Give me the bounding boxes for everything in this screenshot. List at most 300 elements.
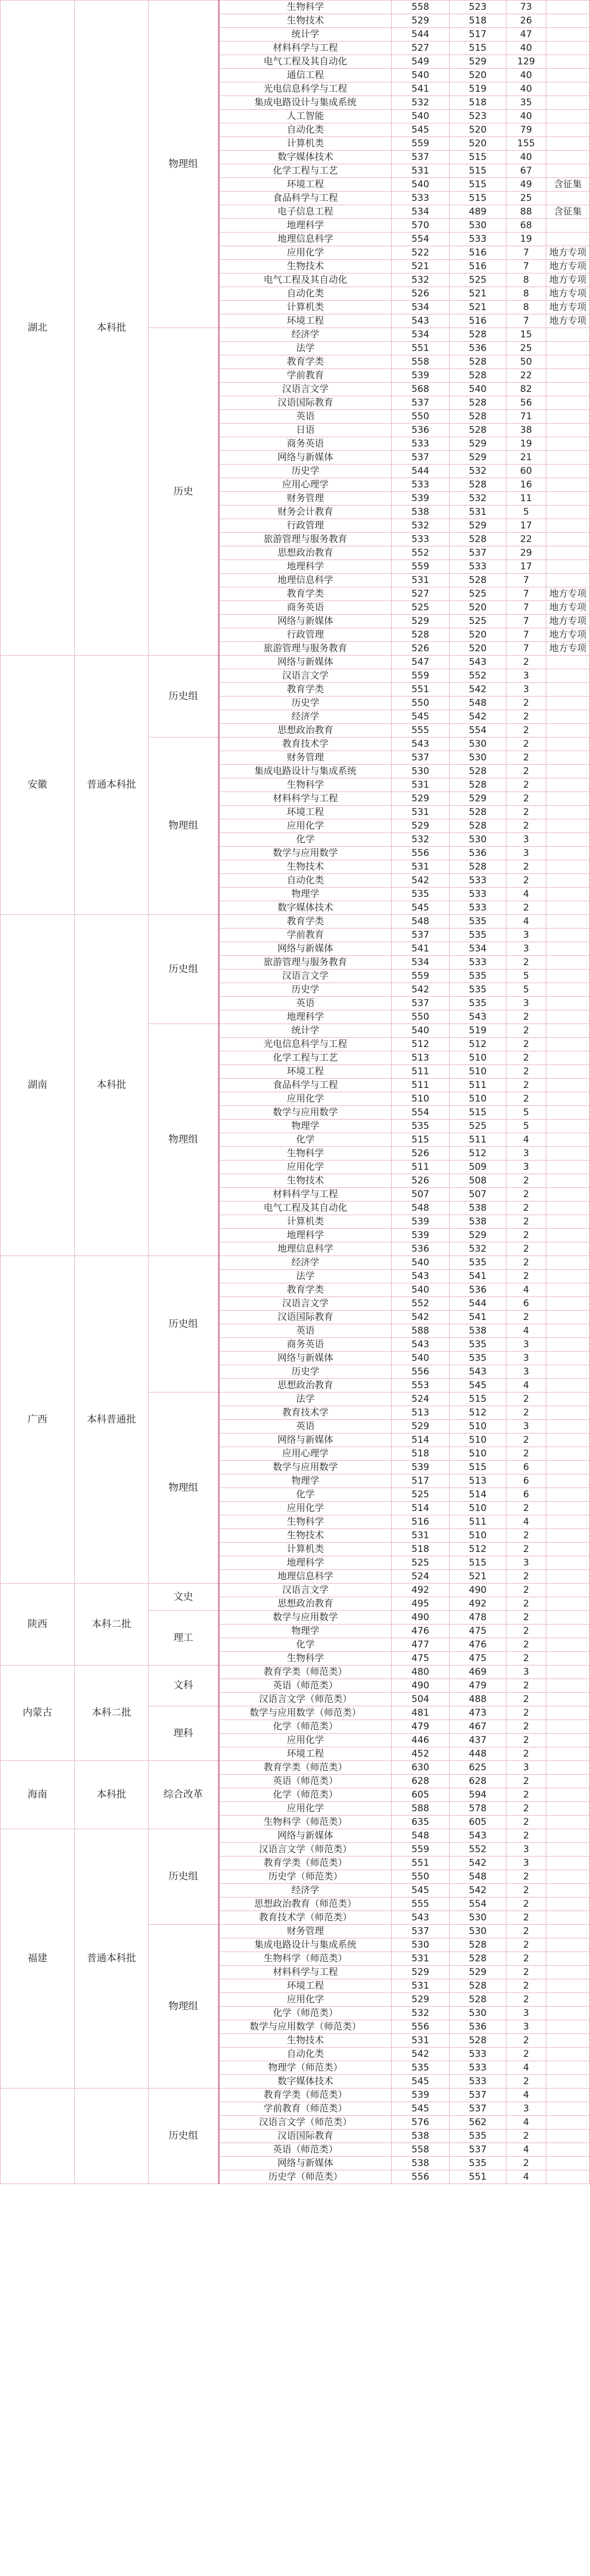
major-cell: 汉语言文学 bbox=[219, 383, 392, 396]
min-score-cell: 510 bbox=[450, 1420, 506, 1433]
note-cell bbox=[546, 765, 590, 778]
enrolled-cell: 22 bbox=[506, 369, 546, 383]
min-score-cell: 512 bbox=[450, 1038, 506, 1051]
max-score-cell: 529 bbox=[392, 14, 450, 28]
max-score-cell: 547 bbox=[392, 656, 450, 669]
min-score-cell: 529 bbox=[450, 451, 506, 465]
major-cell: 经济学 bbox=[219, 1256, 392, 1270]
major-cell: 集成电路设计与集成系统 bbox=[219, 96, 392, 110]
note-cell bbox=[546, 410, 590, 424]
enrolled-cell: 5 bbox=[506, 505, 546, 519]
note-cell bbox=[546, 1788, 590, 1802]
min-score-cell: 552 bbox=[450, 1843, 506, 1857]
min-score-cell: 515 bbox=[450, 151, 506, 164]
note-cell bbox=[546, 233, 590, 246]
max-score-cell: 528 bbox=[392, 628, 450, 642]
major-cell: 汉语国际教育 bbox=[219, 1311, 392, 1324]
max-score-cell: 539 bbox=[392, 369, 450, 383]
max-score-cell: 534 bbox=[392, 205, 450, 219]
max-score-cell: 536 bbox=[392, 1242, 450, 1256]
major-cell: 化学工程与工艺 bbox=[219, 164, 392, 178]
note-cell bbox=[546, 1474, 590, 1488]
major-cell: 商务英语 bbox=[219, 601, 392, 615]
major-cell: 环境工程 bbox=[219, 178, 392, 192]
note-cell bbox=[546, 1092, 590, 1106]
note-cell bbox=[546, 874, 590, 888]
major-cell: 生物科学 bbox=[219, 1147, 392, 1161]
subject-group-cell: 物理组 bbox=[149, 1, 219, 328]
min-score-cell: 554 bbox=[450, 724, 506, 737]
max-score-cell: 551 bbox=[392, 683, 450, 697]
major-cell: 应用化学 bbox=[219, 819, 392, 833]
major-cell: 环境工程 bbox=[219, 1747, 392, 1761]
enrolled-cell: 2 bbox=[506, 1229, 546, 1242]
min-score-cell: 510 bbox=[450, 1502, 506, 1515]
major-cell: 集成电路设计与集成系统 bbox=[219, 765, 392, 778]
min-score-cell: 530 bbox=[450, 2007, 506, 2020]
max-score-cell: 526 bbox=[392, 287, 450, 301]
min-score-cell: 554 bbox=[450, 1897, 506, 1911]
note-cell bbox=[546, 819, 590, 833]
major-cell: 生物科学（师范类） bbox=[219, 1816, 392, 1829]
enrolled-cell: 3 bbox=[506, 683, 546, 697]
major-cell: 历史学 bbox=[219, 465, 392, 478]
province-cell: 湖南 bbox=[1, 915, 75, 1256]
major-cell: 应用化学 bbox=[219, 1993, 392, 2007]
province-cell: 福建 bbox=[1, 1829, 75, 2089]
min-score-cell: 518 bbox=[450, 14, 506, 28]
enrolled-cell: 68 bbox=[506, 219, 546, 233]
enrolled-cell: 3 bbox=[506, 1556, 546, 1570]
min-score-cell: 535 bbox=[450, 983, 506, 997]
note-cell bbox=[546, 1433, 590, 1447]
max-score-cell: 525 bbox=[392, 601, 450, 615]
max-score-cell: 476 bbox=[392, 1625, 450, 1638]
min-score-cell: 518 bbox=[450, 96, 506, 110]
enrolled-cell: 2 bbox=[506, 1174, 546, 1188]
note-cell bbox=[546, 792, 590, 806]
min-score-cell: 515 bbox=[450, 1556, 506, 1570]
max-score-cell: 514 bbox=[392, 1433, 450, 1447]
enrolled-cell: 4 bbox=[506, 2061, 546, 2075]
major-cell: 生物科学 bbox=[219, 1515, 392, 1529]
min-score-cell: 511 bbox=[450, 1133, 506, 1147]
enrolled-cell: 2 bbox=[506, 1242, 546, 1256]
max-score-cell: 531 bbox=[392, 1952, 450, 1966]
enrolled-cell: 6 bbox=[506, 1461, 546, 1474]
major-cell: 学前教育 bbox=[219, 929, 392, 942]
min-score-cell: 512 bbox=[450, 1406, 506, 1420]
min-score-cell: 533 bbox=[450, 233, 506, 246]
table-row bbox=[1, 1665, 590, 1679]
note-cell bbox=[546, 1625, 590, 1638]
max-score-cell: 531 bbox=[392, 2034, 450, 2048]
max-score-cell: 532 bbox=[392, 273, 450, 287]
max-score-cell: 529 bbox=[392, 1420, 450, 1433]
note-cell bbox=[546, 28, 590, 41]
max-score-cell: 537 bbox=[392, 396, 450, 410]
major-cell: 历史学 bbox=[219, 983, 392, 997]
major-cell: 网络与新媒体 bbox=[219, 615, 392, 628]
max-score-cell: 529 bbox=[392, 1966, 450, 1979]
min-score-cell: 530 bbox=[450, 219, 506, 233]
note-cell bbox=[546, 1283, 590, 1297]
note-cell bbox=[546, 1338, 590, 1352]
subject-group-cell: 物理组 bbox=[149, 1925, 219, 2089]
note-cell bbox=[546, 1952, 590, 1966]
note-cell bbox=[546, 724, 590, 737]
note-cell bbox=[546, 505, 590, 519]
enrolled-cell: 2 bbox=[506, 1925, 546, 1938]
note-cell bbox=[546, 2089, 590, 2102]
note-cell bbox=[546, 1024, 590, 1038]
batch-cell: 本科二批 bbox=[75, 1584, 149, 1665]
enrolled-cell: 129 bbox=[506, 55, 546, 69]
note-cell bbox=[546, 2020, 590, 2034]
enrolled-cell: 2 bbox=[506, 1747, 546, 1761]
min-score-cell: 625 bbox=[450, 1761, 506, 1775]
major-cell: 教育学类 bbox=[219, 915, 392, 929]
enrolled-cell: 8 bbox=[506, 301, 546, 314]
enrolled-cell: 2 bbox=[506, 1079, 546, 1092]
enrolled-cell: 2 bbox=[506, 1611, 546, 1625]
max-score-cell: 531 bbox=[392, 574, 450, 587]
min-score-cell: 533 bbox=[450, 560, 506, 574]
enrolled-cell: 3 bbox=[506, 1761, 546, 1775]
min-score-cell: 530 bbox=[450, 751, 506, 765]
note-cell bbox=[546, 2075, 590, 2089]
enrolled-cell: 4 bbox=[506, 2116, 546, 2129]
enrolled-cell: 2 bbox=[506, 710, 546, 724]
major-cell: 自动化类 bbox=[219, 287, 392, 301]
enrolled-cell: 40 bbox=[506, 110, 546, 123]
enrolled-cell: 25 bbox=[506, 342, 546, 355]
enrolled-cell: 2 bbox=[506, 1393, 546, 1406]
min-score-cell: 535 bbox=[450, 969, 506, 983]
major-cell: 食品科学与工程 bbox=[219, 1079, 392, 1092]
major-cell: 英语 bbox=[219, 1420, 392, 1433]
note-cell bbox=[546, 1393, 590, 1406]
enrolled-cell: 4 bbox=[506, 2089, 546, 2102]
min-score-cell: 535 bbox=[450, 915, 506, 929]
major-cell: 英语（师范类） bbox=[219, 2143, 392, 2157]
enrolled-cell: 82 bbox=[506, 383, 546, 396]
note-cell bbox=[546, 1829, 590, 1843]
major-cell: 法学 bbox=[219, 1270, 392, 1283]
max-score-cell: 540 bbox=[392, 1256, 450, 1270]
min-score-cell: 528 bbox=[450, 860, 506, 874]
max-score-cell: 559 bbox=[392, 969, 450, 983]
enrolled-cell: 88 bbox=[506, 205, 546, 219]
note-cell bbox=[546, 519, 590, 533]
enrolled-cell: 4 bbox=[506, 1133, 546, 1147]
max-score-cell: 531 bbox=[392, 778, 450, 792]
max-score-cell: 515 bbox=[392, 1133, 450, 1147]
major-cell: 电气工程及其自动化 bbox=[219, 273, 392, 287]
max-score-cell: 531 bbox=[392, 1529, 450, 1543]
major-cell: 英语（师范类） bbox=[219, 1775, 392, 1788]
table-body bbox=[1, 1, 590, 2184]
enrolled-cell: 2 bbox=[506, 1625, 546, 1638]
min-score-cell: 475 bbox=[450, 1652, 506, 1665]
note-cell bbox=[546, 669, 590, 683]
batch-cell bbox=[75, 2089, 149, 2184]
note-cell bbox=[546, 164, 590, 178]
enrolled-cell: 2 bbox=[506, 1720, 546, 1734]
table-row bbox=[1, 1584, 590, 1597]
major-cell: 生物技术 bbox=[219, 1174, 392, 1188]
note-cell bbox=[546, 1761, 590, 1775]
max-score-cell: 545 bbox=[392, 901, 450, 915]
max-score-cell: 539 bbox=[392, 492, 450, 505]
enrolled-cell: 2 bbox=[506, 1788, 546, 1802]
max-score-cell: 533 bbox=[392, 437, 450, 451]
max-score-cell: 541 bbox=[392, 942, 450, 956]
max-score-cell: 524 bbox=[392, 1570, 450, 1584]
major-cell: 汉语言文学 bbox=[219, 669, 392, 683]
note-cell bbox=[546, 1775, 590, 1788]
max-score-cell: 518 bbox=[392, 1447, 450, 1461]
enrolled-cell: 3 bbox=[506, 669, 546, 683]
major-cell: 汉语言文学 bbox=[219, 969, 392, 983]
enrolled-cell: 2 bbox=[506, 1775, 546, 1788]
enrolled-cell: 2 bbox=[506, 1188, 546, 1201]
max-score-cell: 522 bbox=[392, 246, 450, 260]
min-score-cell: 535 bbox=[450, 997, 506, 1010]
note-cell bbox=[546, 1215, 590, 1229]
major-cell: 应用化学 bbox=[219, 1161, 392, 1174]
max-score-cell: 532 bbox=[392, 2007, 450, 2020]
min-score-cell: 543 bbox=[450, 1365, 506, 1379]
enrolled-cell: 11 bbox=[506, 492, 546, 505]
major-cell: 旅游管理与服务教育 bbox=[219, 642, 392, 656]
major-cell: 行政管理 bbox=[219, 628, 392, 642]
min-score-cell: 511 bbox=[450, 1515, 506, 1529]
subject-group-cell: 历史 bbox=[149, 328, 219, 656]
enrolled-cell: 2 bbox=[506, 1829, 546, 1843]
min-score-cell: 528 bbox=[450, 369, 506, 383]
max-score-cell: 540 bbox=[392, 1352, 450, 1365]
max-score-cell: 551 bbox=[392, 1857, 450, 1870]
major-cell: 物理学 bbox=[219, 1474, 392, 1488]
major-cell: 思想政治教育（师范类） bbox=[219, 1897, 392, 1911]
max-score-cell: 544 bbox=[392, 465, 450, 478]
min-score-cell: 548 bbox=[450, 697, 506, 710]
note-cell: 地方专项 bbox=[546, 628, 590, 642]
min-score-cell: 529 bbox=[450, 1229, 506, 1242]
major-cell: 汉语言文学 bbox=[219, 1584, 392, 1597]
min-score-cell: 509 bbox=[450, 1161, 506, 1174]
max-score-cell: 504 bbox=[392, 1693, 450, 1706]
enrolled-cell: 15 bbox=[506, 328, 546, 342]
enrolled-cell: 2 bbox=[506, 656, 546, 669]
major-cell: 汉语言文学 bbox=[219, 1297, 392, 1311]
major-cell: 法学 bbox=[219, 342, 392, 355]
enrolled-cell: 2 bbox=[506, 1270, 546, 1283]
major-cell: 数学与应用数学 bbox=[219, 1461, 392, 1474]
note-cell bbox=[546, 1638, 590, 1652]
note-cell bbox=[546, 1297, 590, 1311]
enrolled-cell: 2 bbox=[506, 1597, 546, 1611]
subject-group-cell: 历史组 bbox=[149, 2089, 219, 2184]
note-cell bbox=[546, 956, 590, 969]
enrolled-cell: 2 bbox=[506, 1433, 546, 1447]
min-score-cell: 529 bbox=[450, 437, 506, 451]
enrolled-cell: 3 bbox=[506, 1843, 546, 1857]
enrolled-cell: 26 bbox=[506, 14, 546, 28]
note-cell bbox=[546, 1447, 590, 1461]
major-cell: 教育学类（师范类） bbox=[219, 1665, 392, 1679]
note-cell bbox=[546, 2143, 590, 2157]
max-score-cell: 538 bbox=[392, 2129, 450, 2143]
major-cell: 统计学 bbox=[219, 28, 392, 41]
major-cell: 自动化类 bbox=[219, 2048, 392, 2061]
max-score-cell: 495 bbox=[392, 1597, 450, 1611]
enrolled-cell: 4 bbox=[506, 1379, 546, 1393]
enrolled-cell: 2 bbox=[506, 1201, 546, 1215]
note-cell bbox=[546, 1515, 590, 1529]
min-score-cell: 528 bbox=[450, 806, 506, 819]
enrolled-cell: 19 bbox=[506, 437, 546, 451]
min-score-cell: 528 bbox=[450, 424, 506, 437]
major-cell: 思想政治教育 bbox=[219, 1379, 392, 1393]
note-cell bbox=[546, 137, 590, 151]
note-cell bbox=[546, 1556, 590, 1570]
enrolled-cell: 2 bbox=[506, 1051, 546, 1065]
enrolled-cell: 2 bbox=[506, 1966, 546, 1979]
enrolled-cell: 4 bbox=[506, 2170, 546, 2184]
enrolled-cell: 5 bbox=[506, 969, 546, 983]
min-score-cell: 515 bbox=[450, 1393, 506, 1406]
max-score-cell: 556 bbox=[392, 2020, 450, 2034]
note-cell bbox=[546, 751, 590, 765]
max-score-cell: 588 bbox=[392, 1802, 450, 1816]
note-cell bbox=[546, 1693, 590, 1706]
enrolled-cell: 19 bbox=[506, 233, 546, 246]
note-cell bbox=[546, 533, 590, 546]
enrolled-cell: 71 bbox=[506, 410, 546, 424]
enrolled-cell: 2 bbox=[506, 1911, 546, 1925]
table-row bbox=[1, 915, 590, 929]
major-cell: 经济学 bbox=[219, 1884, 392, 1897]
major-cell: 网络与新媒体 bbox=[219, 656, 392, 669]
max-score-cell: 558 bbox=[392, 355, 450, 369]
enrolled-cell: 29 bbox=[506, 546, 546, 560]
max-score-cell: 490 bbox=[392, 1611, 450, 1625]
major-cell: 应用化学 bbox=[219, 1802, 392, 1816]
enrolled-cell: 4 bbox=[506, 1283, 546, 1297]
max-score-cell: 539 bbox=[392, 1461, 450, 1474]
note-cell bbox=[546, 1311, 590, 1324]
enrolled-cell: 2 bbox=[506, 1447, 546, 1461]
major-cell: 财务管理 bbox=[219, 1925, 392, 1938]
note-cell: 地方专项 bbox=[546, 301, 590, 314]
max-score-cell: 543 bbox=[392, 1911, 450, 1925]
subject-group-cell: 历史组 bbox=[149, 1829, 219, 1925]
min-score-cell: 541 bbox=[450, 1270, 506, 1283]
enrolled-cell: 7 bbox=[506, 628, 546, 642]
major-cell: 物理学（师范类） bbox=[219, 2061, 392, 2075]
note-cell bbox=[546, 219, 590, 233]
enrolled-cell: 17 bbox=[506, 519, 546, 533]
note-cell bbox=[546, 1147, 590, 1161]
note-cell bbox=[546, 1065, 590, 1079]
max-score-cell: 538 bbox=[392, 505, 450, 519]
min-score-cell: 513 bbox=[450, 1474, 506, 1488]
min-score-cell: 507 bbox=[450, 1188, 506, 1201]
major-cell: 自动化类 bbox=[219, 874, 392, 888]
enrolled-cell: 3 bbox=[506, 2102, 546, 2116]
min-score-cell: 535 bbox=[450, 1256, 506, 1270]
min-score-cell: 537 bbox=[450, 546, 506, 560]
major-cell: 思想政治教育 bbox=[219, 724, 392, 737]
max-score-cell: 556 bbox=[392, 1365, 450, 1379]
min-score-cell: 528 bbox=[450, 1979, 506, 1993]
enrolled-cell: 2 bbox=[506, 901, 546, 915]
enrolled-cell: 7 bbox=[506, 601, 546, 615]
note-cell bbox=[546, 1911, 590, 1925]
note-cell bbox=[546, 1816, 590, 1829]
enrolled-cell: 4 bbox=[506, 915, 546, 929]
major-cell: 数学与应用数学 bbox=[219, 1106, 392, 1120]
note-cell bbox=[546, 969, 590, 983]
note-cell bbox=[546, 192, 590, 205]
province-cell: 海南 bbox=[1, 1761, 75, 1829]
major-cell: 网络与新媒体 bbox=[219, 1433, 392, 1447]
note-cell bbox=[546, 1079, 590, 1092]
min-score-cell: 605 bbox=[450, 1816, 506, 1829]
max-score-cell: 479 bbox=[392, 1720, 450, 1734]
max-score-cell: 543 bbox=[392, 314, 450, 328]
enrolled-cell: 7 bbox=[506, 246, 546, 260]
enrolled-cell: 2 bbox=[506, 1993, 546, 2007]
max-score-cell: 554 bbox=[392, 1106, 450, 1120]
max-score-cell: 530 bbox=[392, 765, 450, 778]
max-score-cell: 552 bbox=[392, 546, 450, 560]
note-cell bbox=[546, 1201, 590, 1215]
subject-group-cell: 物理组 bbox=[149, 1024, 219, 1256]
note-cell bbox=[546, 2048, 590, 2061]
max-score-cell: 532 bbox=[392, 96, 450, 110]
min-score-cell: 594 bbox=[450, 1788, 506, 1802]
min-score-cell: 536 bbox=[450, 847, 506, 860]
enrolled-cell: 7 bbox=[506, 587, 546, 601]
note-cell bbox=[546, 1324, 590, 1338]
max-score-cell: 556 bbox=[392, 2170, 450, 2184]
enrolled-cell: 2 bbox=[506, 751, 546, 765]
min-score-cell: 535 bbox=[450, 2157, 506, 2170]
note-cell: 地方专项 bbox=[546, 615, 590, 628]
major-cell: 计算机类 bbox=[219, 301, 392, 314]
major-cell: 经济学 bbox=[219, 710, 392, 724]
enrolled-cell: 2 bbox=[506, 1256, 546, 1270]
max-score-cell: 548 bbox=[392, 915, 450, 929]
enrolled-cell: 3 bbox=[506, 1420, 546, 1433]
min-score-cell: 520 bbox=[450, 69, 506, 82]
note-cell bbox=[546, 915, 590, 929]
major-cell: 电气工程及其自动化 bbox=[219, 1201, 392, 1215]
major-cell: 网络与新媒体 bbox=[219, 942, 392, 956]
note-cell bbox=[546, 424, 590, 437]
note-cell bbox=[546, 1870, 590, 1884]
min-score-cell: 538 bbox=[450, 1215, 506, 1229]
enrolled-cell: 2 bbox=[506, 1215, 546, 1229]
enrolled-cell: 40 bbox=[506, 82, 546, 96]
min-score-cell: 552 bbox=[450, 669, 506, 683]
min-score-cell: 528 bbox=[450, 478, 506, 492]
major-cell: 商务英语 bbox=[219, 1338, 392, 1352]
enrolled-cell: 3 bbox=[506, 847, 546, 860]
